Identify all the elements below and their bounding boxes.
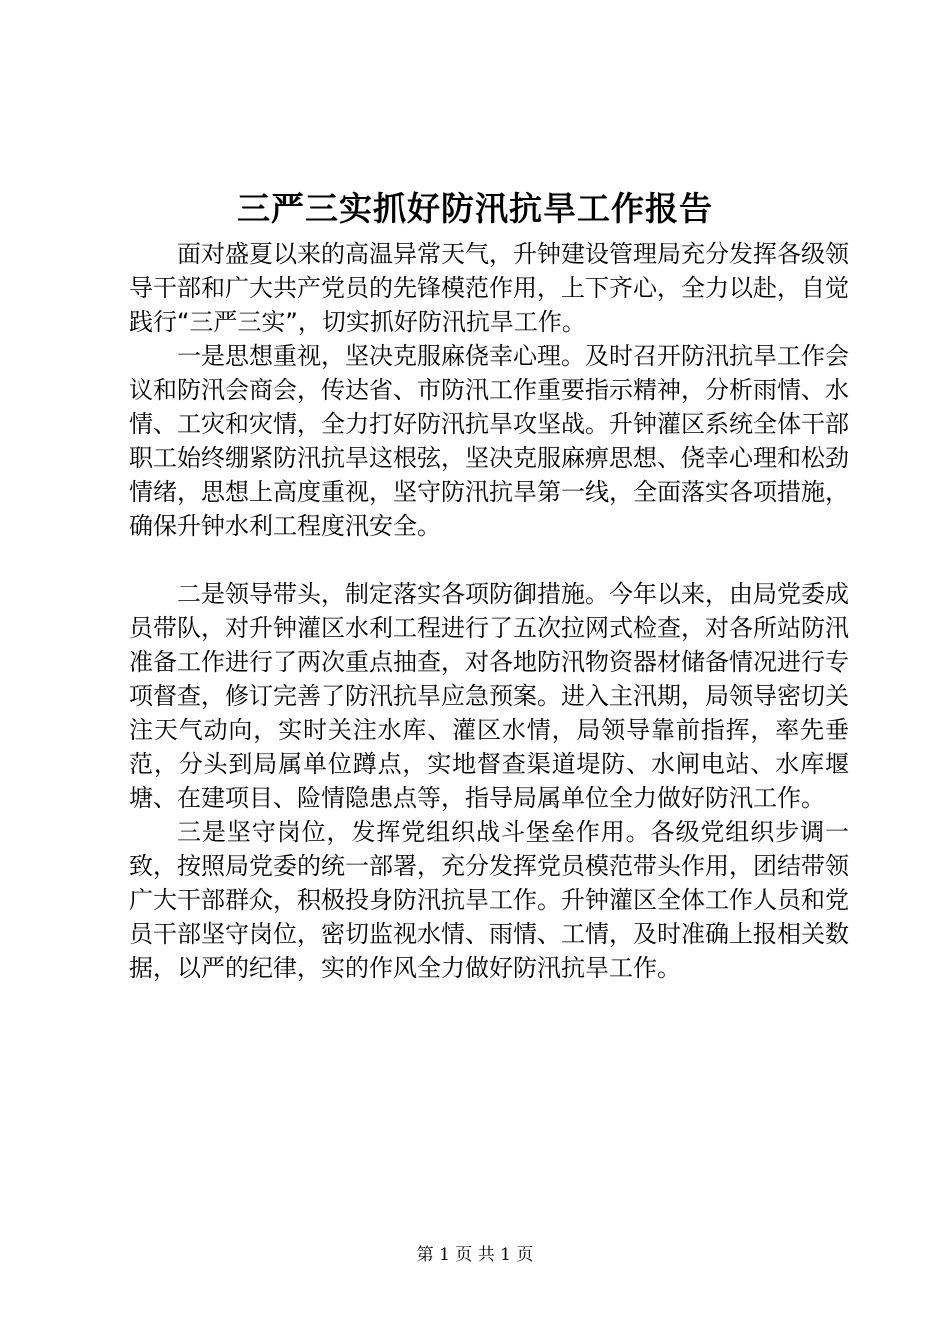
page-number-footer: 第 1 页 共 1 页 xyxy=(416,1245,534,1265)
paragraph-point-two: 二是领导带头，制定落实各项防御措施。今年以来，由局党委成员带队，对升钟灌区水利工程进行了五次拉网式检查，对各所站防汛准备工作进行了两次重点抽查，对各地防汛物资器材储备情况进行专项督查，修订完善了防汛抗旱应急预案。进入主汛期，局领导密切关注天气动向，实时关注水库、灌区水情，局领导靠前指挥，率先垂范，分头到局属单位蹲点，实地督查渠道堤防、水闸电站、水库堰塘、在建项目、险情隐患点等，指导局属单位全力做好防汛工作。 xyxy=(129,580,849,812)
paragraph-point-one: 一是思想重视，坚决克服麻侥幸心理。及时召开防汛抗旱工作会议和防汛会商会，传达省、市防汛工作重要指示精神，分析雨情、水情、工灾和灾情，全力打好防汛抗旱攻坚战。升钟灌区系统全体干部职工始终绷紧防汛抗旱这根弦，坚决克服麻痹思想、侥幸心理和松劲情绪，思想上高度重视，坚守防汛抗旱第一线，全面落实各项措施，确保升钟水利工程度汛安全。 xyxy=(129,342,849,540)
paragraph-intro: 面对盛夏以来的高温异常天气，升钟建设管理局充分发挥各级领导干部和广大共产党员的先锋模范作用，上下齐心，全力以赴，自觉践行“三严三实”，切实抓好防汛抗旱工作。 xyxy=(129,240,849,336)
document-body xyxy=(129,237,849,985)
document-title: 三严三实抓好防汛抗旱工作报告 xyxy=(237,189,713,228)
paragraph-point-three: 三是坚守岗位，发挥党组织战斗堡垒作用。各级党组织步调一致，按照局党委的统一部署，充分发挥党员模范带头作用，团结带领广大干部群众，积极投身防汛抗旱工作。升钟灌区全体工作人员和党员干部坚守岗位，密切监视水情、雨情、工情，及时准确上报相关数据，以严的纪律，实的作风全力做好防汛抗旱工作。 xyxy=(129,818,849,982)
